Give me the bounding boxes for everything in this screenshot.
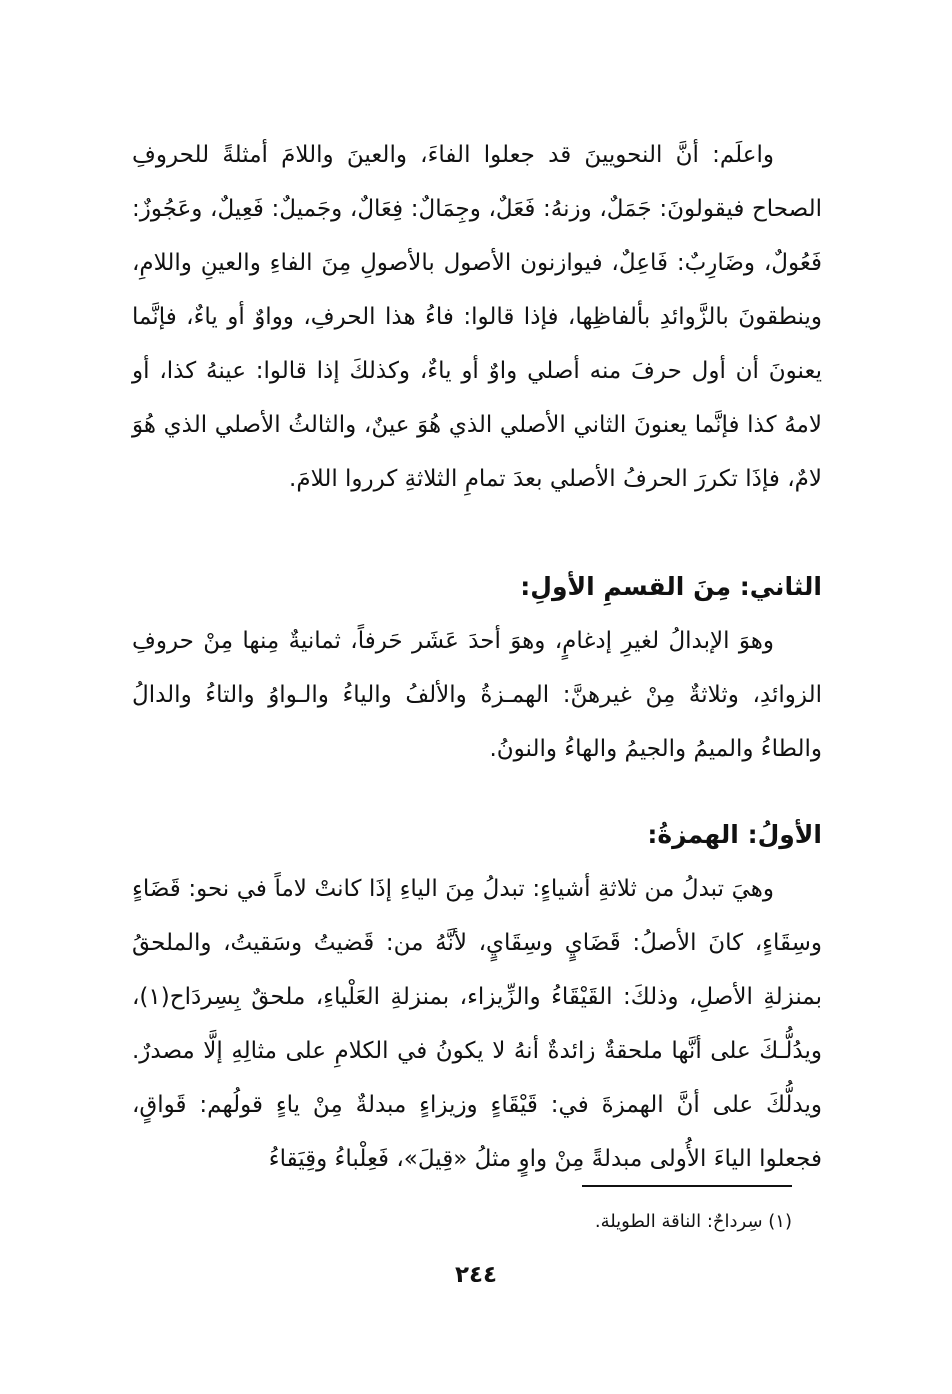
heading-hamza: الأولُ: الهمزةُ: [647,820,822,849]
footnote: (١) سِرداحٌ: الناقة الطويلة. [594,1211,792,1232]
section-hamza [132,808,822,1186]
paragraph-hamza: وهيَ تبدلُ من ثلاثةِ أشياءٍ: تبدلُ مِنَ الياءِ إذَا كانتْ لاماً في نحو: قَضَاءٍ وسِقَاءٍ، كانَ الأصلُ: قَضَايٍ وسِقَايٍ، لأنَّهُ من: قَضيتُ وسَقيتُ، والملحقُ بمنزلةِ الأصلِ، وذلكَ: القَيْقَاءُ والزِّيزاء، بمنزلةِ العَلْياءِ، ملحقٌ بِسِردَاح(١)، ويدُلُّـكَ على أنَّها ملحقةٌ زائدةٌ أنهُ لا يكونُ في الكلامِ على مثالِهِ إلَّا مصدرٌ. ويدلُّكَ على أنَّ الهمزةَ في: قَيْقَاءٍ وزيزاءٍ مبدلةٌ مِنْ ياءٍ قولُهم: قَواقٍ، فجعلوا الياءَ الأُولى مبدلةً مِنْ واوٍ مثلُ «قِيلَ»، فَعِلْباءُ وقِيَقاءُ [132,876,822,1172]
paragraph-intro: واعلَم: أنَّ النحويينَ قد جعلوا الفاءَ، والعينَ واللامَ أمثلةً للحروفِ الصحاح فيقولونَ: جَمَلٌ، وزنهُ: فَعَلٌ، وجِمَالٌ: فِعَالٌ، وجَميلٌ: فَعِيلٌ، وعَجُوزٌ: فَعُولٌ، وضَارِبٌ: فَاعِلٌ، فيوازنون الأصول بالأصولِ مِنَ الفاءِ والعينِ واللامِ، وينطقونَ بالزَّوائدِ بألفاظِها، فإذا قالوا: فاءُ هذا الحرفِ، وواوٌ أو ياءٌ، فإنَّما يعنونَ أن أول حرفَ منه أصلي واوٌ أو ياءٌ، وكذلكَ إذا قالوا: عينهُ كذا، أو لامهُ كذا فإنَّما يعنونَ الثاني الأصلي الذي هُوَ عينٌ، والثالثُ الأصلي الذي هُوَ لامٌ، فإذَا تكررَ الحرفُ الأصلي بعدَ تمامِ الثلاثةِ كرروا اللامَ. [132,142,822,492]
paragraph-substitution: وهوَ الإبدالُ لغيرِ إدغامٍ، وهوَ أحدَ عَشَر حَرفاً، ثمانيةٌ مِنها مِنْ حروفِ الزوائدِ، وثلاثةٌ مِنْ غيرهنَّ: الهمـزةُ والألفُ والياءُ والـواوُ والتاءُ والدالُ والطاءُ والميمُ والجيمُ والهاءُ والنونُ. [132,628,822,762]
section-intro [132,128,822,506]
heading-second-of-first-part: الثاني: مِنَ القسمِ الأولِ: [520,572,822,601]
footnote-divider [582,1185,792,1187]
page-number: ٢٤٤ [454,1262,498,1288]
section-second [132,560,822,776]
